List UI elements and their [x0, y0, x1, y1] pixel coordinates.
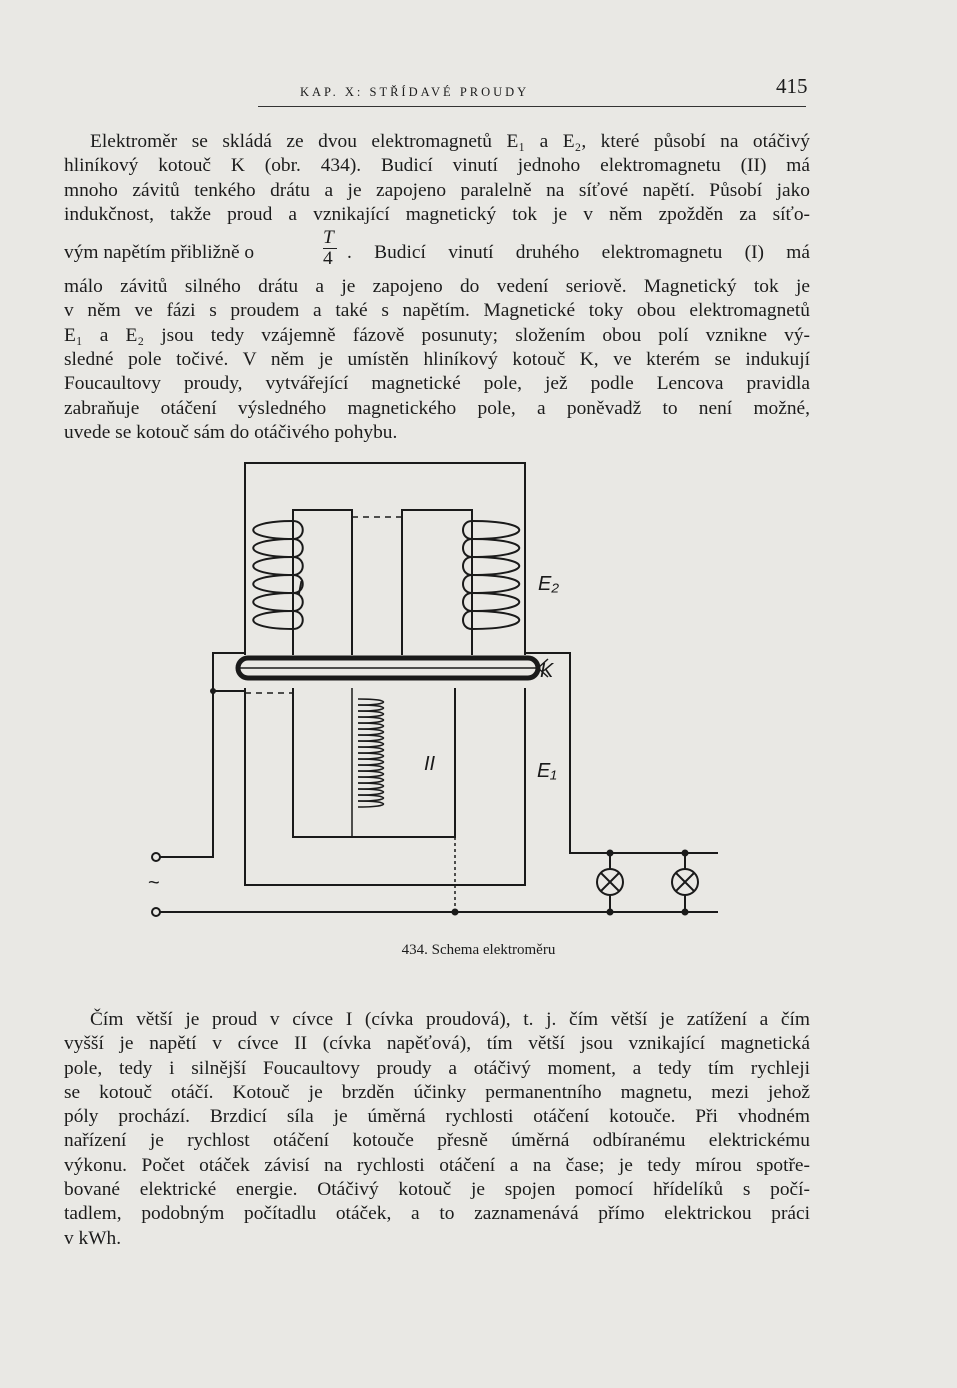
coil-i	[253, 521, 303, 629]
terminal-bottom	[152, 908, 160, 916]
text-line: se kotouč otáčí. Kotouč je brzděn účinky permanentního magnetu, mezi jehož	[64, 1081, 810, 1103]
text-line: bované elektrické energie. Otáčivý kotouč je spojen pomocí hřídelíků s počí-	[64, 1179, 810, 1201]
label-e2: E₂	[538, 573, 559, 595]
text-line: málo závitů silného drátu a je zapojeno do vedení seriově. Magnetický tok je	[64, 276, 810, 298]
figure-caption: 434. Schema elektroměru	[401, 942, 556, 958]
text-line-with-fraction	[64, 227, 810, 275]
text-line: zabraňuje otáčení výsledného magnetického pole, a poněvadž to není možné,	[64, 397, 810, 419]
ac-symbol: ~	[148, 872, 160, 894]
text-line: sledné pole točivé. V něm je umístěn hliníkový kotouč K, ve kterém se indukují	[64, 349, 810, 371]
label-coil-i: I	[297, 578, 303, 600]
text-line: výkonu. Počet otáček závisí na rychlosti otáčení a na čase; je tedy mírou spotře-	[64, 1154, 810, 1176]
text-line: vyšší je napětí v cívce II (cívka napěťová), tím větší jsou vznikající magnetická	[64, 1033, 810, 1055]
fraction-line-after: . Budicí vinutí druhého elektromagnetu (I) má	[347, 242, 810, 264]
text-line: E₁ a E₂ jsou tedy vzájemně fázově posunuty; složením obou polí vznikne vý-	[64, 324, 810, 346]
text-line: v kWh.	[64, 1227, 122, 1249]
electricity-meter-schematic	[140, 455, 740, 935]
text-line: v něm ve fázi s proudem a také s napětím. Magnetické toky obou elektromagnetů	[64, 300, 810, 322]
text-line: Foucaultovy proudy, vytvářející magnetické pole, jež podle Lencova pravidla	[64, 373, 810, 395]
fraction-t-over-4	[323, 229, 337, 268]
e2-outer-core	[245, 463, 525, 655]
fraction-numerator: T	[323, 227, 334, 249]
text-line: mnoho závitů tenkého drátu a je zapojeno paralelně na síťové napětí. Působí jako	[64, 179, 810, 201]
e2-right-limb	[402, 510, 472, 655]
page-number: 415	[776, 74, 808, 98]
label-e1: E₁	[537, 760, 557, 782]
text-line: Čím větší je proud v cívce I (cívka proudová), t. j. čím větší je zatížení a čím	[90, 1009, 810, 1030]
text-line: hliníkový kotouč K (obr. 434). Budicí vinutí jednoho elektromagnetu (II) má	[64, 155, 810, 177]
label-k: K	[540, 660, 554, 682]
text-line: pole, tedy i silnější Foucaultovy proudy a otáčivý moment, a tedy tím rychleji	[64, 1057, 810, 1079]
label-coil-ii: II	[424, 753, 436, 775]
paragraph-meter-operation	[64, 1008, 810, 1251]
wire-right	[525, 653, 718, 853]
e1-outer-core	[245, 688, 525, 885]
running-head: KAP. X: STŘÍDAVÉ PROUDY	[300, 85, 530, 99]
text-line: tadlem, podobným počítadlu otáček, a to zaznamenává přímo elektrickou práci	[64, 1203, 810, 1225]
terminal-top	[152, 853, 160, 861]
text-line: póly prochází. Brzdicí síla je úměrná rychlosti otáčení kotouče. Při vhodném	[64, 1106, 810, 1128]
paragraph-electricity-meter-description	[64, 130, 810, 445]
header-rule	[258, 106, 806, 107]
text-line: Elektroměr se skládá ze dvou elektromagnetů E₁ a E₂, které působí na otáčivý	[90, 131, 810, 152]
text-line: uvede se kotouč sám do otáčivého pohybu.	[64, 421, 398, 443]
text-line: nařízení je rychlost otáčení kotouče přesně úměrná odbíranému elektrickému	[64, 1130, 810, 1152]
fraction-denominator: 4	[323, 248, 333, 270]
text-line: indukčnost, takže proud a vznikající magnetický tok je v něm zpožděn za síťo-	[64, 203, 810, 225]
wire-top-left	[160, 653, 245, 857]
coil-ii	[358, 699, 384, 807]
fraction-line-before: vým napětím přibližně o	[64, 242, 255, 264]
